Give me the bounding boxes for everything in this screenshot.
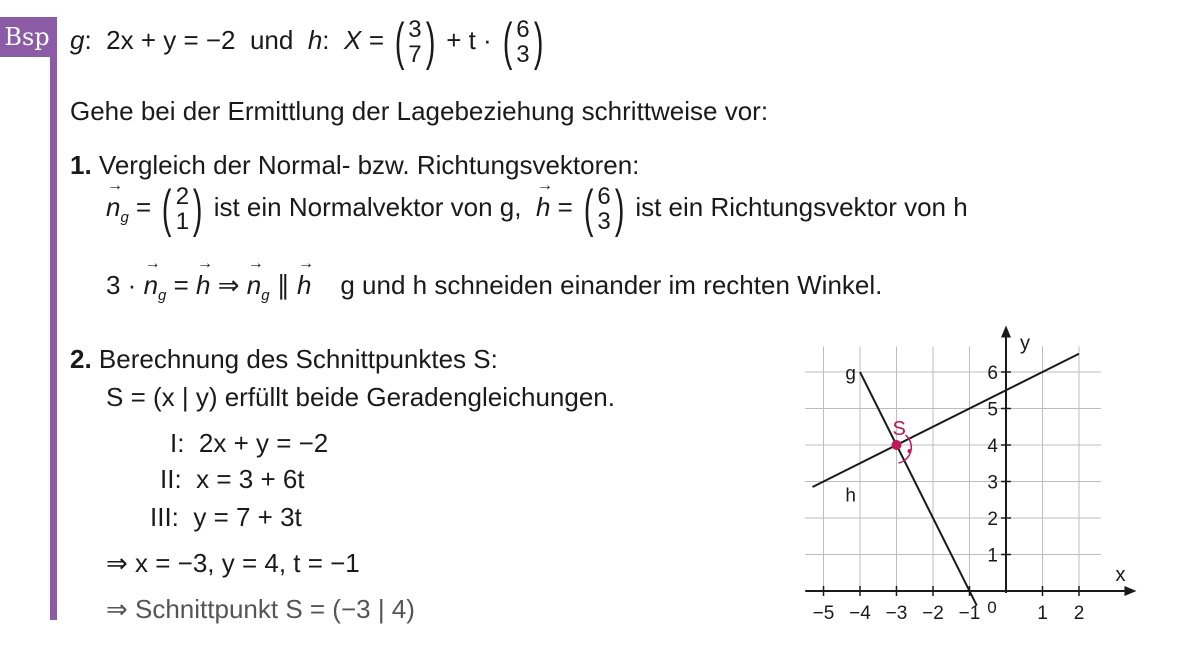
right-angle-dot <box>908 449 912 453</box>
equation-1: I: 2x + y = −2 <box>170 428 329 458</box>
x-tick-label: −3 <box>885 603 908 624</box>
y-tick-label: 4 <box>987 436 998 457</box>
normal-vector-text: ist ein Normalvektor von g, <box>213 191 522 222</box>
intersection-point <box>892 440 902 450</box>
y-tick-label: 6 <box>987 363 998 384</box>
x-axis-label: x <box>1115 564 1126 586</box>
x-tick-label: 2 <box>1073 603 1085 624</box>
step1-title: 1. Vergleich der Normal- bzw. Richtungsvektoren: <box>70 150 640 180</box>
step2-title: 2. Berechnung des Schnittpunktes S: <box>70 344 498 374</box>
position-vector: ( 3 7 ) <box>394 13 436 71</box>
step2-conclusion: ⇒ Schnittpunkt S = (−3 | 4) <box>106 594 415 624</box>
x-tick-label: −2 <box>922 603 944 624</box>
example-tag: Bsp <box>0 17 54 57</box>
equation-2: II: x = 3 + 6t <box>160 464 305 494</box>
h-name: h <box>307 24 323 55</box>
intersection-label: S <box>892 418 906 440</box>
direction-vector: ( 6 3 ) <box>502 13 544 71</box>
y-tick-label: 3 <box>987 472 998 494</box>
x-tick-label: −1 <box>958 603 981 624</box>
series-label-h: h <box>845 485 856 507</box>
direction-vector-h: ( 6 3 ) <box>583 180 625 238</box>
und-word: und <box>249 24 294 55</box>
series-label-g: g <box>845 363 856 385</box>
series-line-g <box>860 372 977 606</box>
g-equation: 2x + y = −2 <box>106 24 236 55</box>
y-axis-arrow <box>1001 326 1011 338</box>
origin-label: 0 <box>987 598 997 617</box>
y-axis-label: y <box>1020 332 1030 355</box>
step1-relation: 3 · → $n_g$ = → h ⇒ → $n_g$ ∥ → h g und h schneiden einander im rechten Winkel. <box>106 270 882 304</box>
x-axis-arrow <box>1124 586 1136 596</box>
header-line: g: 2x + y = −2 und h: X = ( 3 7 ) + t · ( 6 3 ) <box>70 16 547 68</box>
direction-vector-text: ist ein Richtungsvektor von h <box>635 191 968 222</box>
intro-text: Gehe bei der Ermittlung der Lagebeziehung schrittweise vor: <box>70 96 769 126</box>
step2-result: ⇒ x = −3, y = 4, t = −1 <box>106 548 360 578</box>
g-name: g <box>70 24 85 55</box>
x-tick-label: −5 <box>812 603 835 624</box>
y-tick-label: 5 <box>987 399 998 421</box>
y-tick-label: 1 <box>987 545 998 567</box>
coordinate-chart <box>790 318 1150 628</box>
plus-t: + t · <box>446 24 492 55</box>
side-bar <box>50 17 57 620</box>
step1-vectors: → $n_g$ = ( 2 1 ) ist ein Normalvektor von g, → h = ( 6 3 ) ist ein Richtungsvektor von h <box>106 183 968 235</box>
x-tick-label: 1 <box>1037 603 1048 624</box>
equation-3: III: y = 7 + 3t <box>150 502 302 532</box>
step2-subtitle: S = (x | y) erfüllt beide Geradengleichungen. <box>106 382 615 412</box>
normal-vector: ( 2 1 ) <box>162 180 203 238</box>
x-label: X = <box>343 24 384 55</box>
x-tick-label: −4 <box>849 603 871 624</box>
y-tick-label: 2 <box>987 509 998 530</box>
